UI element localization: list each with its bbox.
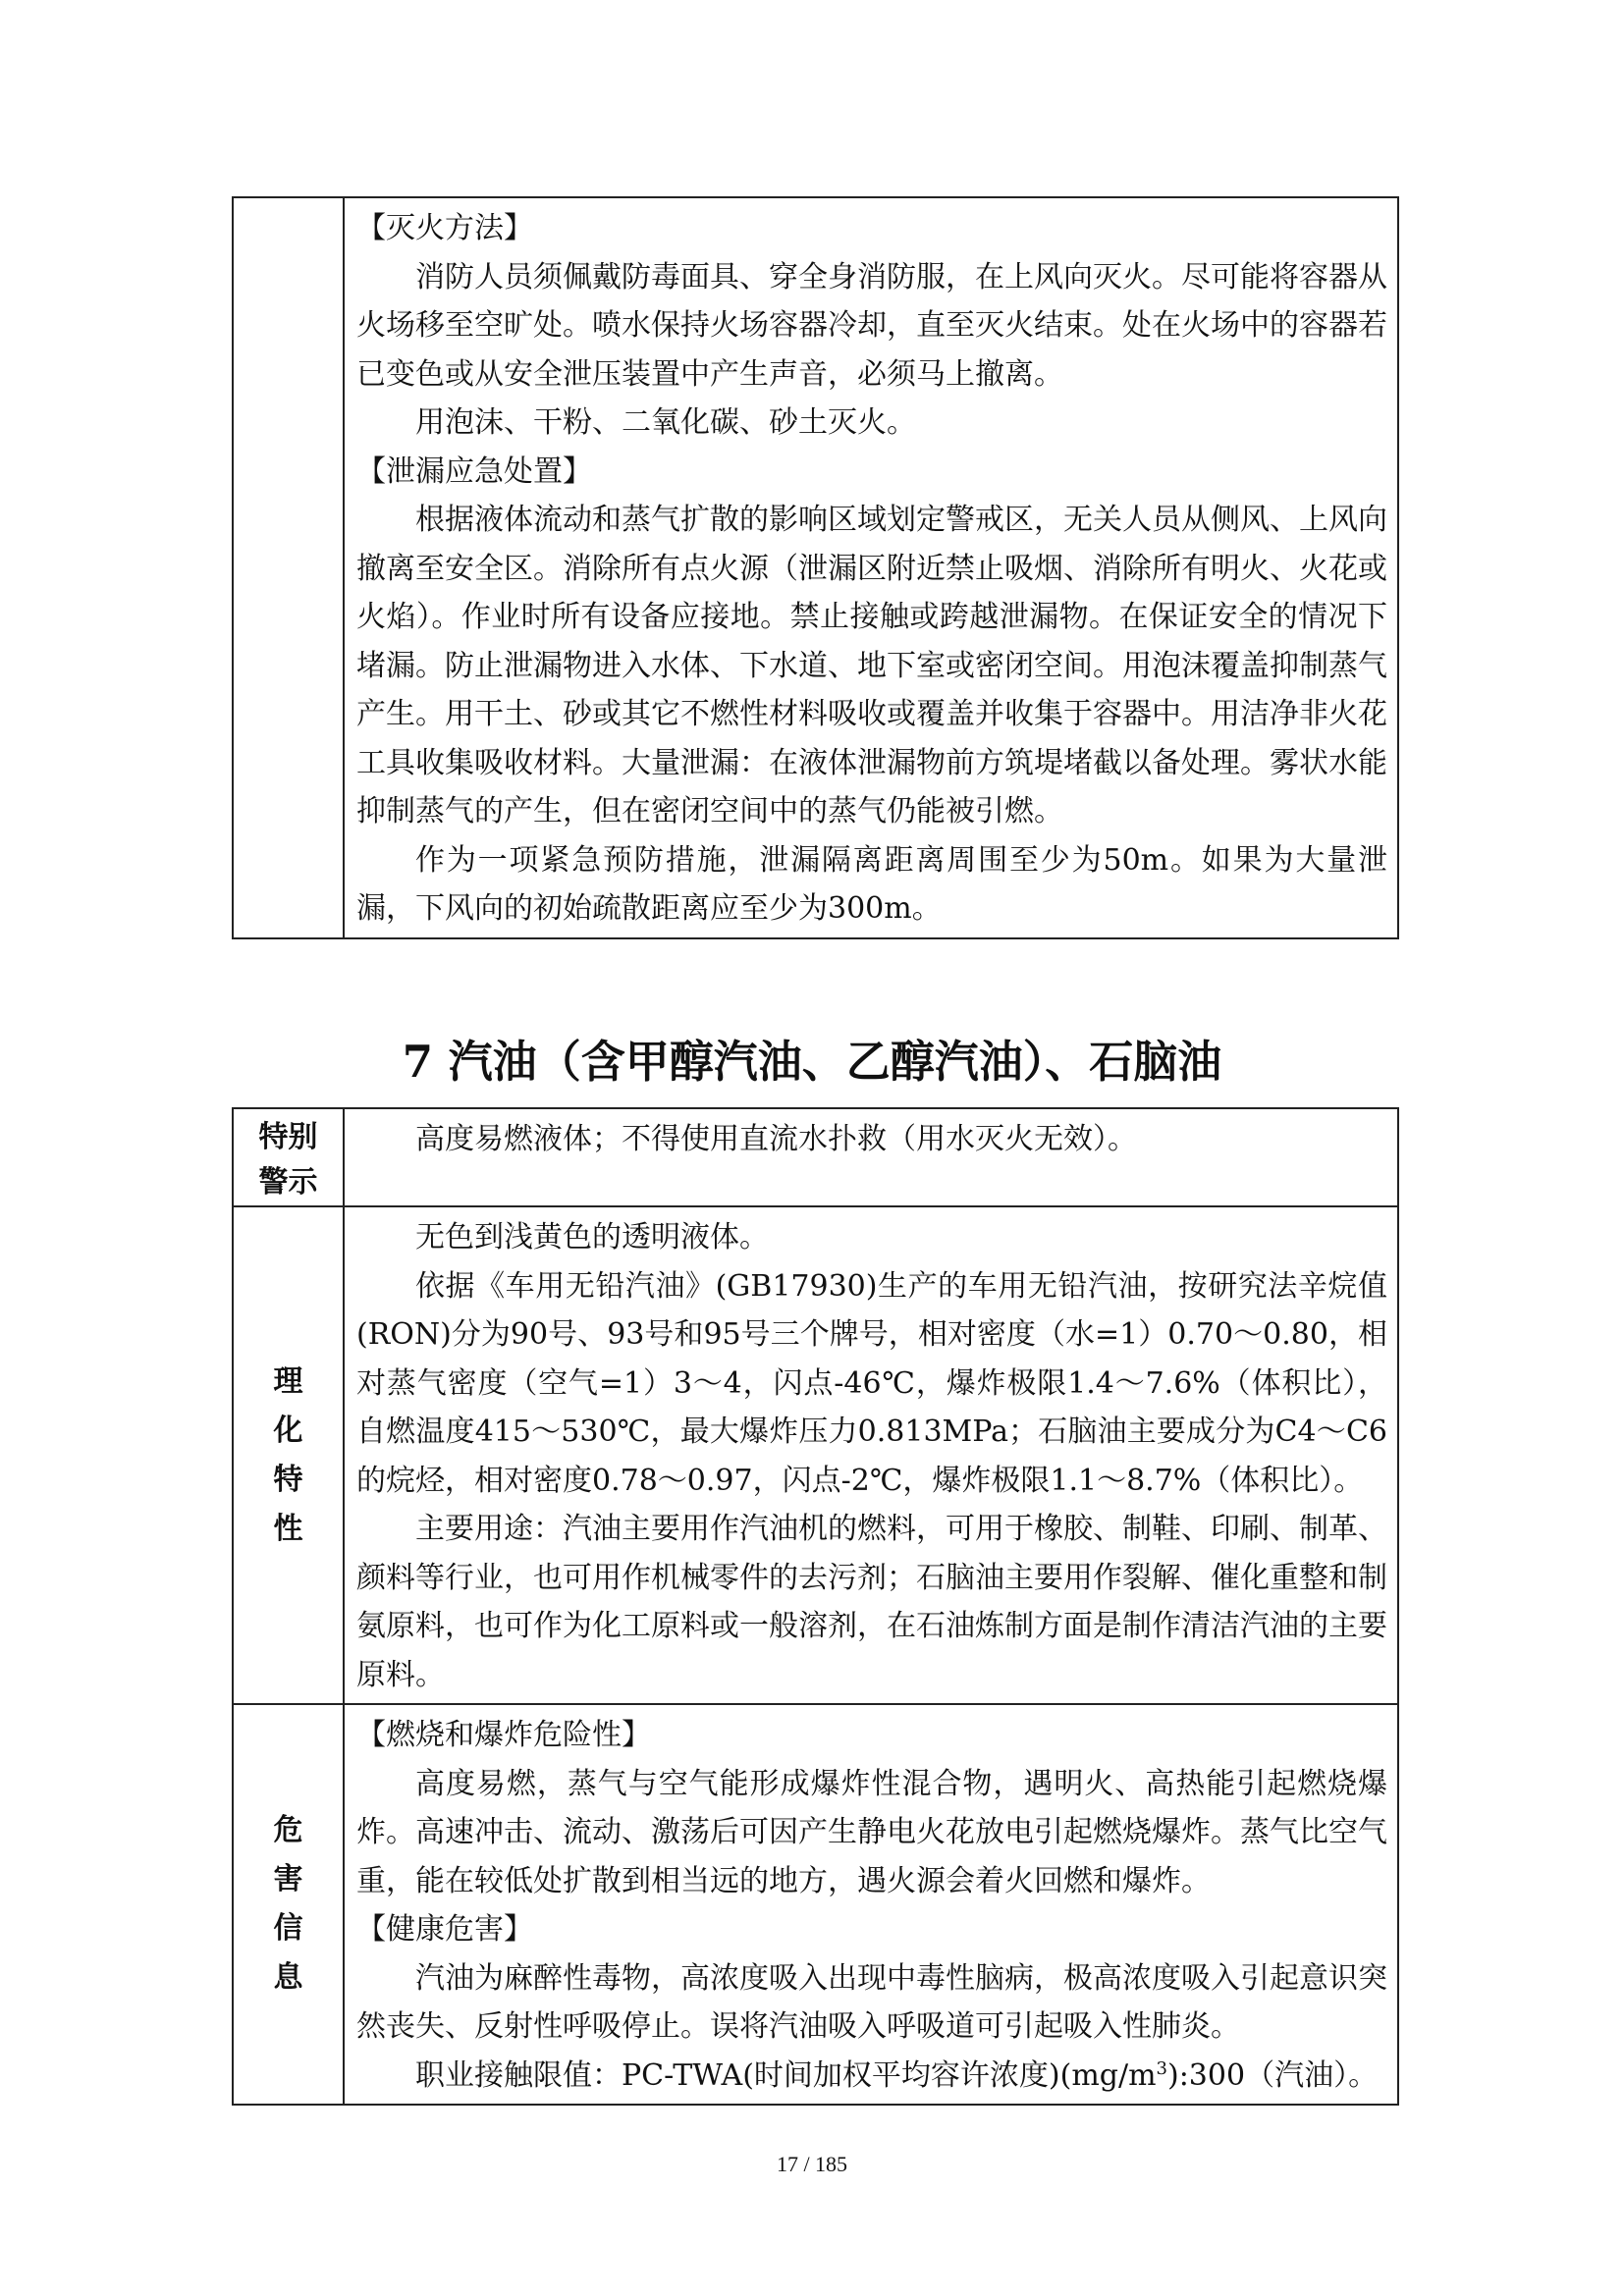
gasoline-info-table [232,1107,1399,2106]
combustion-heading: 【燃烧和爆炸危险性】 [356,1718,651,1752]
properties-content-cell [344,1206,1398,1704]
warning-content-cell [344,1108,1398,1206]
leak-text-1: 根据液体流动和蒸气扩散的影响区域划定警戒区，无关人员从侧风、上风向撤离至安全区。消除所有点火源（泄漏区附近禁止吸烟、消除所有明火、火花或火焰）。作业时所有设备应接地。禁止接触或跨越泄漏物。在保证安全的情况下堵漏。防止泄漏物进入水体、下水道、地下室或密闭空间。用泡沫覆盖抑制蒸气产生。用干土、砂或其它不燃性材料吸收或覆盖并收集于容器中。用洁净非火花工具收集吸收材料。大量泄漏：在液体泄漏物前方筑堤堵截以备处理。雾状水能抑制蒸气的产生，但在密闭空间中的蒸气仍能被引燃。 [356,503,1387,828]
combustion-text: 高度易燃，蒸气与空气能形成爆炸性混合物，遇明火、高热能引起燃烧爆炸。高速冲击、流动、激荡后可因产生静电火花放电引起燃烧爆炸。蒸气比空气重，能在较低处扩散到相当远的地方，遇火源会着火回燃和爆炸。 [356,1766,1387,1898]
hazard-label-cell [233,1704,344,2105]
firefighting-heading: 【灭火方法】 [356,211,533,245]
properties-label-cell [233,1206,344,1704]
properties-text-1: 无色到浅黄色的透明液体。 [415,1220,769,1255]
warning-text: 高度易燃液体；不得使用直流水扑救（用水灭火无效）。 [415,1122,1137,1156]
empty-label-cell [233,197,344,938]
exposure-limit-text: 职业接触限值：PC-TWA(时间加权平均容许浓度)$(mg/m^3):300$（汽油）。 [415,2057,1379,2093]
emergency-content-cell [344,197,1398,938]
warning-label: 特别 警示 [258,1120,318,1200]
properties-text-3: 主要用途：汽油主要用作汽油机的燃料，可用于橡胶、制鞋、印刷、制革、颜料等行业，也可用作机械零件的去污剂；石脑油主要用作裂解、催化重整和制氨原料，也可作为化工原料或一般溶剂，在石油炼制方面是制作清洁汽油的主要原料。 [356,1512,1387,1692]
health-text: 汽油为麻醉性毒物，高浓度吸入出现中毒性脑病，极高浓度吸入引起意识突然丧失、反射性呼吸停止。误将汽油吸入呼吸道可引起吸入性肺炎。 [356,1960,1387,2044]
page-number: 17 / 185 [776,2152,848,2176]
section-title: 7 汽油（含甲醇汽油、乙醇汽油）、石脑油 [402,1036,1222,1088]
warning-label-cell [233,1108,344,1206]
firefighting-text-2: 用泡沫、干粉、二氧化碳、砂土灭火。 [415,405,916,440]
emergency-response-table [232,196,1399,939]
health-heading: 【健康危害】 [356,1912,533,1947]
leak-text-2: 作为一项紧急预防措施，泄漏隔离距离周围至少为50m。如果为大量泄漏，下风向的初始疏散距离应至少为300m。 [356,842,1387,926]
firefighting-text-1: 消防人员须佩戴防毒面具、穿全身消防服，在上风向灭火。尽可能将容器从火场移至空旷处。喷水保持火场容器冷却，直至灭火结束。处在火场中的容器若已变色或从安全泄压装置中产生声音，必须马上撤离。 [356,259,1387,392]
properties-text-2: 依据《车用无铅汽油》(GB17930)生产的车用无铅汽油，按研究法辛烷值(RON)分为90号、93号和95号三个牌号，相对密度（水=1）0.70～0.80，相对蒸气密度（空气=1）3～4，闪点-46℃，爆炸极限1.4～7.6%（体积比），自燃温度415～530℃，最大爆炸压力0.813MPa；石脑油主要成分为C4～C6的烷烃，相对密度0.78～0.97，闪点-2℃，爆炸极限1.1～8.7%（体积比）。 [356,1268,1387,1498]
properties-label: 理 化 特 性 [273,1363,303,1546]
hazard-content-cell [344,1704,1398,2105]
leak-heading: 【泄漏应急处置】 [356,454,592,489]
hazard-label: 危 害 信 息 [273,1813,303,1995]
